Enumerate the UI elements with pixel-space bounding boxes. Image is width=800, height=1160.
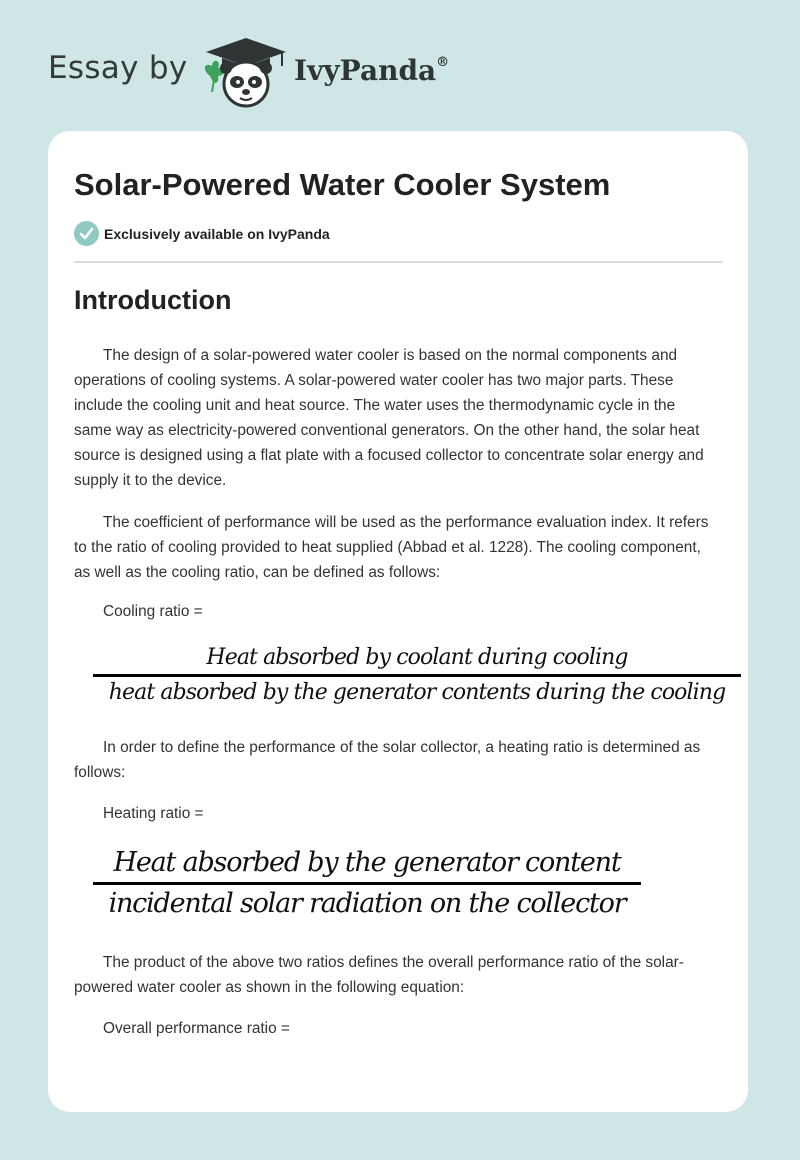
paragraph-4: The product of the above two ratios defines the overall performance ratio of the solar-powered water cooler as shown in the following equation: (74, 954, 684, 996)
paragraph-1: The design of a solar-powered water cooler is based on the normal components and operations of cooling systems. A solar-powered water cooler has two major parts. These include the cooling unit and heat source. The water uses the thermodynamic cycle in the same way as electricity-powered conventional generators. On the other hand, the solar heat source is designed using a flat plate with a focused collector to concentrate solar energy and supply it to the device. (74, 347, 704, 489)
cooling-numerator: Heat absorbed by coolant during cooling (206, 645, 628, 670)
section-heading: Introduction (74, 285, 232, 315)
heating-numerator: Heat absorbed by the generator content (113, 847, 621, 878)
exclusive-badge-text: Exclusively available on IvyPanda (104, 225, 330, 242)
brand-name[interactable]: IvyPanda® (294, 54, 450, 87)
essay-card (48, 131, 748, 1112)
paragraph-3: In order to define the performance of the solar collector, a heating ratio is determined as follows: (74, 739, 701, 781)
exclusive-badge (74, 221, 330, 246)
heating-ratio-fraction (93, 844, 641, 923)
panda-graduation-cap-icon[interactable] (200, 36, 292, 110)
overall-ratio-label: Overall performance ratio = (103, 1020, 290, 1037)
paragraph-2: The coefficient of performance will be used as the performance evaluation index. It refers to the ratio of cooling provided to heat supplied (Abbad et al. 1228). The cooling component, as well as the cooling ratio, can be defined as follows: (74, 514, 709, 581)
site-header (48, 36, 648, 116)
cooling-ratio-fraction (93, 642, 741, 709)
heating-ratio-label: Heating ratio = (103, 805, 204, 822)
cooling-denominator: heat absorbed by the generator contents during the cooling (108, 680, 726, 705)
essay-by-label: Essay by (48, 50, 188, 86)
cooling-ratio-label: Cooling ratio = (103, 603, 203, 620)
heating-denominator: incidental solar radiation on the collector (108, 888, 626, 919)
page-title: Solar-Powered Water Cooler System (74, 167, 611, 202)
check-circle-icon (74, 221, 99, 246)
divider (74, 261, 723, 263)
